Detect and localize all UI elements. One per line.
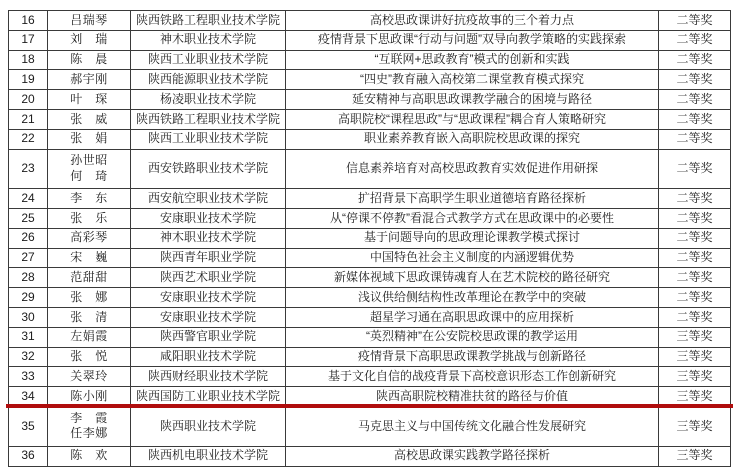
cell-number: 21 [9, 109, 48, 129]
table-row [9, 149, 731, 189]
cell-number: 22 [9, 129, 48, 149]
cell-award: 二等奖 [659, 149, 731, 189]
cell-title: 浅议供给侧结构性改革理论在教学中的突破 [286, 288, 659, 308]
cell-name: 张 娟 [48, 129, 131, 149]
cell-award: 二等奖 [659, 50, 731, 70]
cell-number: 30 [9, 308, 48, 328]
awards-table [8, 10, 731, 467]
cell-institution: 陕西青年职业学院 [131, 248, 286, 268]
cell-award: 三等奖 [659, 387, 731, 407]
cell-institution: 神木职业技术学院 [131, 228, 286, 248]
cell-name: 高彩琴 [48, 228, 131, 248]
cell-name: 孙世昭 何 琦 [48, 149, 131, 189]
cell-title: 疫情背景下高职思政课教学挑战与创新路径 [286, 347, 659, 367]
cell-institution: 陕西机电职业技术学院 [131, 446, 286, 466]
cell-award: 三等奖 [659, 327, 731, 347]
table-row [9, 327, 731, 347]
cell-award: 二等奖 [659, 70, 731, 90]
cell-award: 三等奖 [659, 446, 731, 466]
cell-number: 28 [9, 268, 48, 288]
cell-number: 24 [9, 189, 48, 209]
table-row [9, 189, 731, 209]
table-row [9, 446, 731, 466]
cell-name: 陈小刚 [48, 387, 131, 407]
table-row [9, 288, 731, 308]
cell-title: 从“停课不停教”看混合式教学方式在思政课中的必要性 [286, 209, 659, 229]
cell-number: 33 [9, 367, 48, 387]
cell-number: 25 [9, 209, 48, 229]
cell-name: 陈 晨 [48, 50, 131, 70]
cell-award: 三等奖 [659, 347, 731, 367]
cell-institution: 陕西艺术职业学院 [131, 268, 286, 288]
cell-name: 张 清 [48, 308, 131, 328]
table-row [9, 228, 731, 248]
cell-title: 马克思主义与中国传统文化融合性发展研究 [286, 407, 659, 447]
cell-institution: 神木职业技术学院 [131, 30, 286, 50]
cell-award: 二等奖 [659, 189, 731, 209]
cell-institution: 西安航空职业技术学院 [131, 189, 286, 209]
cell-name: 范甜甜 [48, 268, 131, 288]
cell-institution: 陕西警官职业学院 [131, 327, 286, 347]
cell-institution: 咸阳职业技术学院 [131, 347, 286, 367]
table-row [9, 308, 731, 328]
cell-institution: 陕西国防工业职业技术学院 [131, 387, 286, 407]
cell-award: 二等奖 [659, 268, 731, 288]
cell-title: 扩招背景下高职学生职业道德培育路径探析 [286, 189, 659, 209]
cell-institution: 安康职业技术学院 [131, 209, 286, 229]
cell-number: 23 [9, 149, 48, 189]
cell-title: 高校思政课实践教学路径探析 [286, 446, 659, 466]
cell-name: 张 悦 [48, 347, 131, 367]
cell-name: 宋 巍 [48, 248, 131, 268]
cell-title: “四史”教育融入高校第二课堂教育模式探究 [286, 70, 659, 90]
cell-title: 中国特色社会主义制度的内涵逻辑优势 [286, 248, 659, 268]
cell-award: 二等奖 [659, 308, 731, 328]
cell-award: 二等奖 [659, 288, 731, 308]
cell-name: 陈 欢 [48, 446, 131, 466]
cell-institution: 陕西职业技术学院 [131, 407, 286, 447]
cell-number: 32 [9, 347, 48, 367]
cell-number: 17 [9, 30, 48, 50]
cell-number: 27 [9, 248, 48, 268]
cell-title: 职业素养教育嵌入高职院校思政课的探究 [286, 129, 659, 149]
cell-title: “英烈精神”在公安院校思政课的教学运用 [286, 327, 659, 347]
cell-name: 吕瑞琴 [48, 11, 131, 31]
cell-institution: 陕西铁路工程职业技术学院 [131, 11, 286, 31]
table-row [9, 407, 731, 447]
cell-award: 二等奖 [659, 109, 731, 129]
cell-title: 超星学习通在高职思政课中的应用探析 [286, 308, 659, 328]
cell-number: 36 [9, 446, 48, 466]
cell-award: 二等奖 [659, 228, 731, 248]
cell-name: 李 霞 任李娜 [48, 407, 131, 447]
cell-title: 疫情背景下思政课“行动与问题”双导向教学策略的实践探索 [286, 30, 659, 50]
table-row [9, 347, 731, 367]
cell-institution: 安康职业技术学院 [131, 308, 286, 328]
cell-number: 35 [9, 407, 48, 447]
table-row [9, 30, 731, 50]
cell-number: 20 [9, 90, 48, 110]
highlight-underline [6, 404, 733, 408]
cell-institution: 杨凌职业技术学院 [131, 90, 286, 110]
cell-institution: 陕西工业职业技术学院 [131, 50, 286, 70]
cell-award: 二等奖 [659, 11, 731, 31]
table-row [9, 248, 731, 268]
cell-number: 34 [9, 387, 48, 407]
cell-title: 基于文化自信的战疫背景下高校意识形态工作创新研究 [286, 367, 659, 387]
cell-number: 16 [9, 11, 48, 31]
table-row [9, 367, 731, 387]
cell-award: 三等奖 [659, 367, 731, 387]
cell-title: 高职院校“课程思政”与“思政课程”耦合育人策略研究 [286, 109, 659, 129]
cell-name: 郝宇刚 [48, 70, 131, 90]
table-row [9, 268, 731, 288]
cell-title: 陕西高职院校精准扶贫的路径与价值 [286, 387, 659, 407]
cell-award: 二等奖 [659, 30, 731, 50]
cell-name: 左娟霞 [48, 327, 131, 347]
table-row [9, 109, 731, 129]
cell-award: 三等奖 [659, 407, 731, 447]
cell-title: 新媒体视域下思政课铸魂育人在艺术院校的路径研究 [286, 268, 659, 288]
cell-name: 关翠玲 [48, 367, 131, 387]
table-row [9, 70, 731, 90]
cell-institution: 陕西财经职业技术学院 [131, 367, 286, 387]
cell-award: 二等奖 [659, 129, 731, 149]
cell-number: 29 [9, 288, 48, 308]
cell-number: 18 [9, 50, 48, 70]
cell-award: 二等奖 [659, 90, 731, 110]
cell-number: 26 [9, 228, 48, 248]
cell-number: 19 [9, 70, 48, 90]
cell-number: 31 [9, 327, 48, 347]
cell-award: 二等奖 [659, 209, 731, 229]
cell-name: 叶 琛 [48, 90, 131, 110]
cell-institution: 陕西工业职业技术学院 [131, 129, 286, 149]
cell-title: “互联网+思政教育”模式的创新和实践 [286, 50, 659, 70]
cell-title: 高校思政课讲好抗疫故事的三个着力点 [286, 11, 659, 31]
table-row [9, 129, 731, 149]
cell-institution: 西安铁路职业技术学院 [131, 149, 286, 189]
cell-name: 李 东 [48, 189, 131, 209]
cell-title: 基于问题导向的思政理论课教学模式探讨 [286, 228, 659, 248]
awards-table-body [9, 11, 731, 467]
table-row [9, 90, 731, 110]
cell-institution: 陕西能源职业技术学院 [131, 70, 286, 90]
cell-title: 信息素养培育对高校思政教育实效促进作用研探 [286, 149, 659, 189]
cell-institution: 安康职业技术学院 [131, 288, 286, 308]
cell-name: 张 威 [48, 109, 131, 129]
cell-name: 刘 瑞 [48, 30, 131, 50]
cell-name: 张 娜 [48, 288, 131, 308]
table-row [9, 209, 731, 229]
cell-name: 张 乐 [48, 209, 131, 229]
table-row [9, 11, 731, 31]
cell-title: 延安精神与高职思政课教学融合的困境与路径 [286, 90, 659, 110]
cell-institution: 陕西铁路工程职业技术学院 [131, 109, 286, 129]
table-row [9, 50, 731, 70]
cell-award: 二等奖 [659, 248, 731, 268]
